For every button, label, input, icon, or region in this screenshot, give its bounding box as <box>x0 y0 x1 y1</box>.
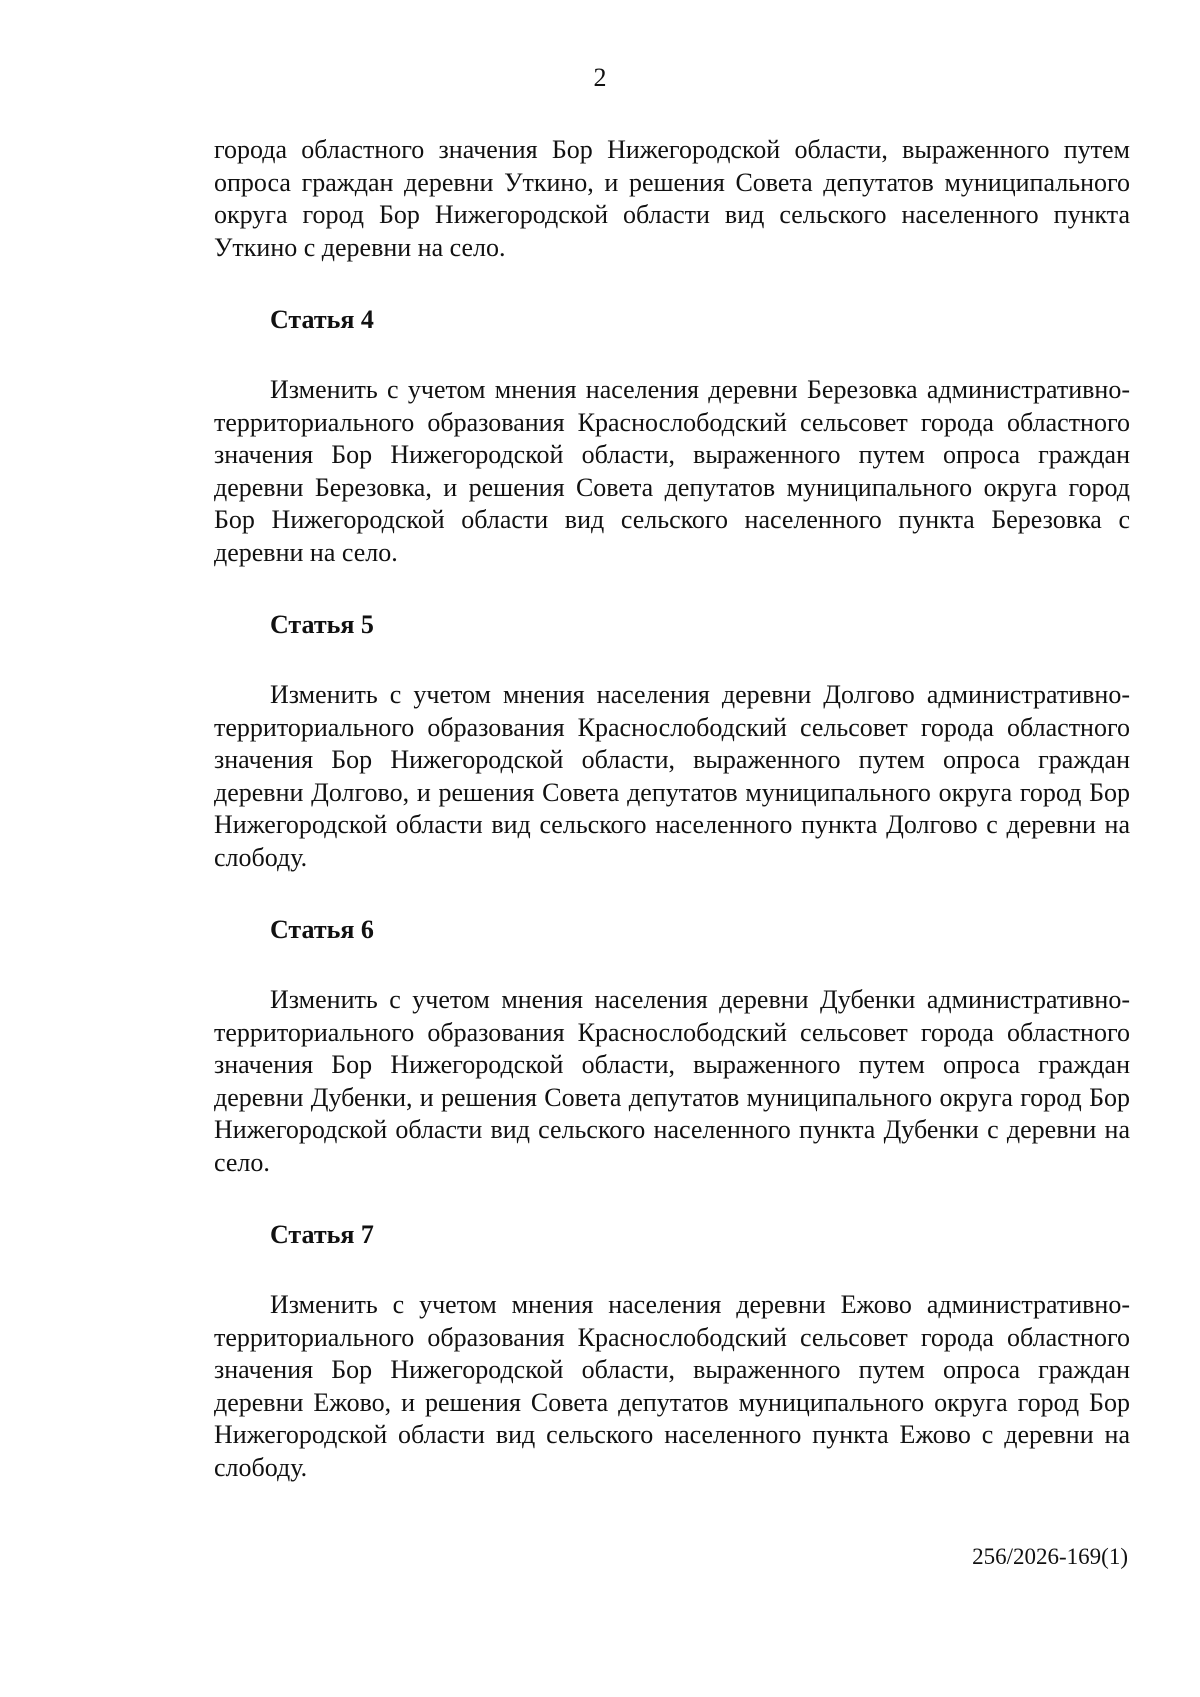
article-7 <box>214 1219 1130 1484</box>
article-text: Изменить с учетом мнения населения деревни Дубенки административно-территориального образования Краснослободский сельсовет города областного значения Бор Нижегородской области, выраженного путем опроса граждан деревни Дубенки, и решения Совета депутатов муниципального округа город Бор Нижегородской области вид сельского населенного пункта Дубенки с деревни на село. <box>214 985 1130 1177</box>
article-text: Изменить с учетом мнения населения деревни Долгово административно-территориального образования Краснослободский сельсовет города областного значения Бор Нижегородской области, выраженного путем опроса граждан деревни Долгово, и решения Совета депутатов муниципального округа город Бор Нижегородской области вид сельского населенного пункта Долгово с деревни на слободу. <box>214 680 1130 872</box>
article-text: Изменить с учетом мнения населения деревни Ежово административно-территориального образования Краснослободский сельсовет города областного значения Бор Нижегородской области, выраженного путем опроса граждан деревни Ежово, и решения Совета депутатов муниципального округа город Бор Нижегородской области вид сельского населенного пункта Ежово с деревни на слободу. <box>214 1290 1130 1482</box>
article-5 <box>214 609 1130 874</box>
article-4 <box>214 304 1130 569</box>
article-text: Изменить с учетом мнения населения деревни Березовка административно-территориального образования Краснослободский сельсовет города областного значения Бор Нижегородской области, выраженного путем опроса граждан деревни Березовка, и решения Совета депутатов муниципального округа город Бор Нижегородской области вид сельского населенного пункта Березовка с деревни на село. <box>214 375 1130 567</box>
document-body <box>214 134 1130 1524</box>
article-heading: Статья 5 <box>270 610 374 639</box>
article-heading: Статья 4 <box>270 305 374 334</box>
article-6 <box>214 914 1130 1179</box>
article-heading: Статья 7 <box>270 1220 374 1249</box>
document-code: 256/2026-169(1) <box>972 1544 1128 1569</box>
intro-paragraph: города областного значения Бор Нижегородской области, выраженного путем опроса граждан деревни Уткино, и решения Совета депутатов муниципального округа город Бор Нижегородской области вид сельского населенного пункта Уткино с деревни на село. <box>214 135 1130 262</box>
article-heading: Статья 6 <box>270 915 374 944</box>
page-number: 2 <box>593 63 607 92</box>
